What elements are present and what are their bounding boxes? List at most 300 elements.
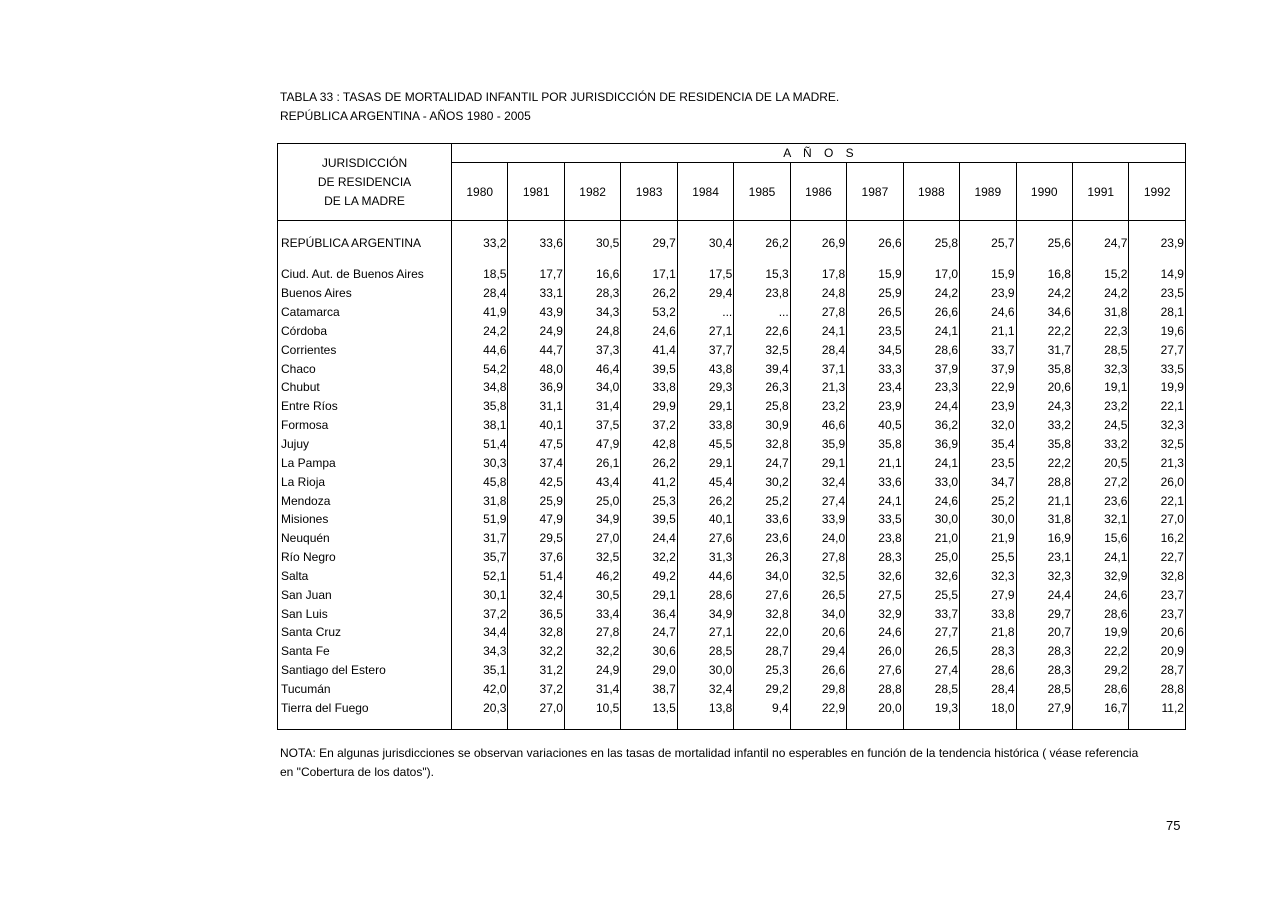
rate-cell: 48,0 xyxy=(508,359,564,378)
rate-cell: 25,5 xyxy=(960,548,1016,567)
rate-cell: 22,1 xyxy=(1129,491,1186,510)
rate-cell: 27,8 xyxy=(790,548,846,567)
table-body xyxy=(278,221,1186,730)
rate-cell: 15,9 xyxy=(847,265,903,284)
rate-cell: 29,8 xyxy=(790,680,846,699)
rate-cell: 24,4 xyxy=(621,529,677,548)
rate-cell: 26,0 xyxy=(847,642,903,661)
rate-cell: 32,8 xyxy=(508,623,564,642)
rate-cell: 22,9 xyxy=(790,698,846,717)
rate-cell: 24,2 xyxy=(903,284,959,303)
rate-cell: 31,8 xyxy=(1072,303,1128,322)
rate-cell: ... xyxy=(734,303,790,322)
rate-cell: 23,9 xyxy=(960,397,1016,416)
rate-cell: 37,5 xyxy=(564,416,620,435)
rate-cell: 27,2 xyxy=(1072,472,1128,491)
rate-cell: 34,3 xyxy=(452,642,508,661)
rate-cell: 28,6 xyxy=(903,340,959,359)
total-value-cell: 25,8 xyxy=(903,233,959,253)
rate-cell: 16,7 xyxy=(1072,698,1128,717)
rate-cell: 26,3 xyxy=(734,378,790,397)
table-row xyxy=(278,397,1186,416)
rate-cell: 28,7 xyxy=(1129,661,1186,680)
rate-cell: 37,2 xyxy=(508,680,564,699)
rate-cell: 27,8 xyxy=(564,623,620,642)
rate-cell: 32,2 xyxy=(508,642,564,661)
rate-cell: 17,5 xyxy=(677,265,733,284)
jurisdiction-name: Misiones xyxy=(278,510,452,529)
table-row xyxy=(278,491,1186,510)
rate-cell: 42,5 xyxy=(508,472,564,491)
rate-cell: 28,7 xyxy=(734,642,790,661)
rate-cell: 29,1 xyxy=(677,397,733,416)
rate-cell: 33,1 xyxy=(508,284,564,303)
rate-cell: 37,6 xyxy=(508,548,564,567)
rate-cell: 33,8 xyxy=(677,416,733,435)
rate-cell: 32,5 xyxy=(564,548,620,567)
rate-cell: 32,8 xyxy=(734,604,790,623)
rate-cell: 47,5 xyxy=(508,435,564,454)
rate-cell: 25,5 xyxy=(903,585,959,604)
table-row xyxy=(278,604,1186,623)
rate-cell: 32,0 xyxy=(960,416,1016,435)
table-row xyxy=(278,322,1186,341)
rate-cell: 46,2 xyxy=(564,567,620,586)
rate-cell: 44,6 xyxy=(452,340,508,359)
jurisdiction-name: Catamarca xyxy=(278,303,452,322)
table-row xyxy=(278,510,1186,529)
table-row xyxy=(278,698,1186,717)
rate-cell: 32,9 xyxy=(1072,567,1128,586)
rate-cell: 36,9 xyxy=(903,435,959,454)
rate-cell: 22,7 xyxy=(1129,548,1186,567)
rate-cell: 25,2 xyxy=(960,491,1016,510)
rate-cell: 26,5 xyxy=(790,585,846,604)
rate-cell: 42,8 xyxy=(621,435,677,454)
rate-cell: 24,2 xyxy=(1072,284,1128,303)
rate-cell: 33,4 xyxy=(564,604,620,623)
rate-cell: 33,5 xyxy=(847,510,903,529)
total-value-cell: 33,2 xyxy=(452,233,508,253)
rate-cell: 19,9 xyxy=(1129,378,1186,397)
rate-cell: 32,4 xyxy=(790,472,846,491)
rate-cell: 16,8 xyxy=(1016,265,1072,284)
jurisdiction-name: Tierra del Fuego xyxy=(278,698,452,717)
rate-cell: 20,5 xyxy=(1072,453,1128,472)
table-row xyxy=(278,435,1186,454)
rate-cell: 24,4 xyxy=(903,397,959,416)
years-group-header xyxy=(452,144,1186,163)
rate-cell: 47,9 xyxy=(508,510,564,529)
rate-cell: 32,8 xyxy=(734,435,790,454)
table-row xyxy=(278,303,1186,322)
table-row xyxy=(278,623,1186,642)
rate-cell: 11,2 xyxy=(1129,698,1186,717)
rate-cell: 27,4 xyxy=(903,661,959,680)
rate-cell: 28,8 xyxy=(847,680,903,699)
rate-cell: 33,7 xyxy=(960,340,1016,359)
rate-cell: 34,3 xyxy=(564,303,620,322)
rate-cell: 17,1 xyxy=(621,265,677,284)
rate-cell: 22,1 xyxy=(1129,397,1186,416)
rate-cell: 24,1 xyxy=(903,322,959,341)
jurisdiction-name: Mendoza xyxy=(278,491,452,510)
rate-cell: 43,9 xyxy=(508,303,564,322)
rate-cell: 53,2 xyxy=(621,303,677,322)
rate-cell: 29,4 xyxy=(677,284,733,303)
rate-cell: 28,4 xyxy=(452,284,508,303)
rate-cell: 26,2 xyxy=(621,284,677,303)
rate-cell: 24,2 xyxy=(452,322,508,341)
rate-cell: 30,1 xyxy=(452,585,508,604)
rate-cell: 28,5 xyxy=(677,642,733,661)
rate-cell: 25,8 xyxy=(734,397,790,416)
note-line-2: en "Cobertura de los datos"). xyxy=(280,765,434,779)
rate-cell: 28,5 xyxy=(903,680,959,699)
table-row xyxy=(278,642,1186,661)
rate-cell: 33,6 xyxy=(734,510,790,529)
rate-cell: 37,2 xyxy=(452,604,508,623)
jurisdiction-name: Santa Cruz xyxy=(278,623,452,642)
rate-cell: 23,2 xyxy=(1072,397,1128,416)
jurisdiction-name: Buenos Aires xyxy=(278,284,452,303)
rate-cell: 19,6 xyxy=(1129,322,1186,341)
rate-cell: 28,8 xyxy=(1016,472,1072,491)
rate-cell: 45,5 xyxy=(677,435,733,454)
total-value-cell: 30,4 xyxy=(677,233,733,253)
table-row xyxy=(278,265,1186,284)
rate-cell: 22,2 xyxy=(1016,453,1072,472)
rate-cell: 34,5 xyxy=(847,340,903,359)
rate-cell: 28,3 xyxy=(847,548,903,567)
rate-cell: 34,7 xyxy=(960,472,1016,491)
rate-cell: 22,2 xyxy=(1072,642,1128,661)
rate-cell: 25,9 xyxy=(847,284,903,303)
rate-cell: 26,2 xyxy=(621,453,677,472)
year-header-cell: 1992 xyxy=(1129,163,1186,221)
rate-cell: 45,8 xyxy=(452,472,508,491)
rate-cell: 24,6 xyxy=(960,303,1016,322)
table-row xyxy=(278,661,1186,680)
rate-cell: 27,5 xyxy=(847,585,903,604)
rate-cell: 28,6 xyxy=(960,661,1016,680)
rate-cell: 28,6 xyxy=(1072,680,1128,699)
rate-cell: 21,3 xyxy=(790,378,846,397)
rate-cell: 29,2 xyxy=(734,680,790,699)
total-value-cell: 33,6 xyxy=(508,233,564,253)
rate-cell: 44,6 xyxy=(677,567,733,586)
rate-cell: 37,9 xyxy=(903,359,959,378)
jurisdiction-name: Jujuy xyxy=(278,435,452,454)
jurisdiction-name: Neuquén xyxy=(278,529,452,548)
jurisdiction-name: San Juan xyxy=(278,585,452,604)
rate-cell: 38,7 xyxy=(621,680,677,699)
rate-cell: 24,1 xyxy=(903,453,959,472)
rate-cell: ... xyxy=(677,303,733,322)
jurisdiction-name: Tucumán xyxy=(278,680,452,699)
rate-cell: 18,0 xyxy=(960,698,1016,717)
rate-cell: 27,8 xyxy=(790,303,846,322)
rate-cell: 42,0 xyxy=(452,680,508,699)
rate-cell: 34,0 xyxy=(734,567,790,586)
rate-cell: 40,5 xyxy=(847,416,903,435)
rate-cell: 24,8 xyxy=(790,284,846,303)
jurisdiction-name: Entre Ríos xyxy=(278,397,452,416)
table-row xyxy=(278,416,1186,435)
year-header-cell: 1989 xyxy=(960,163,1016,221)
rate-cell: 32,5 xyxy=(734,340,790,359)
rate-cell: 30,9 xyxy=(734,416,790,435)
rate-cell: 22,6 xyxy=(734,322,790,341)
rate-cell: 30,0 xyxy=(960,510,1016,529)
rate-cell: 34,0 xyxy=(564,378,620,397)
table-row xyxy=(278,529,1186,548)
rate-cell: 26,5 xyxy=(847,303,903,322)
rate-cell: 33,5 xyxy=(1129,359,1186,378)
jurisdiction-name: Santa Fe xyxy=(278,642,452,661)
rate-cell: 46,4 xyxy=(564,359,620,378)
rate-cell: 24,0 xyxy=(790,529,846,548)
rate-cell: 20,9 xyxy=(1129,642,1186,661)
rate-cell: 23,5 xyxy=(960,453,1016,472)
rate-cell: 24,4 xyxy=(1016,585,1072,604)
rate-cell: 44,7 xyxy=(508,340,564,359)
rate-cell: 33,3 xyxy=(847,359,903,378)
rate-cell: 24,1 xyxy=(790,322,846,341)
table-row xyxy=(278,284,1186,303)
jurisdiction-header xyxy=(278,144,452,221)
rate-cell: 26,0 xyxy=(1129,472,1186,491)
rate-cell: 24,1 xyxy=(1072,548,1128,567)
jurisdiction-name: Formosa xyxy=(278,416,452,435)
rate-cell: 28,6 xyxy=(1072,604,1128,623)
rate-cell: 33,7 xyxy=(903,604,959,623)
rate-cell: 36,4 xyxy=(621,604,677,623)
rate-cell: 36,5 xyxy=(508,604,564,623)
jurisdiction-name: Salta xyxy=(278,567,452,586)
rate-cell: 23,4 xyxy=(847,378,903,397)
rate-cell: 16,6 xyxy=(564,265,620,284)
jurisdiction-name: Santiago del Estero xyxy=(278,661,452,680)
rate-cell: 31,4 xyxy=(564,397,620,416)
rate-cell: 31,7 xyxy=(452,529,508,548)
rate-cell: 23,3 xyxy=(903,378,959,397)
rate-cell: 30,0 xyxy=(677,661,733,680)
rate-cell: 33,9 xyxy=(790,510,846,529)
rate-cell: 23,1 xyxy=(1016,548,1072,567)
table-subtitle: REPÚBLICA ARGENTINA - AÑOS 1980 - 2005 xyxy=(280,109,531,123)
rate-cell: 28,5 xyxy=(1016,680,1072,699)
rate-cell: 41,2 xyxy=(621,472,677,491)
rate-cell: 49,2 xyxy=(621,567,677,586)
rate-cell: 25,9 xyxy=(508,491,564,510)
rate-cell: 33,6 xyxy=(847,472,903,491)
rate-cell: 27,0 xyxy=(508,698,564,717)
table-row xyxy=(278,378,1186,397)
rate-cell: 27,6 xyxy=(677,529,733,548)
rate-cell: 23,8 xyxy=(734,284,790,303)
rate-cell: 32,4 xyxy=(508,585,564,604)
rate-cell: 36,2 xyxy=(903,416,959,435)
rate-cell: 29,5 xyxy=(508,529,564,548)
rate-cell: 37,9 xyxy=(960,359,1016,378)
rate-cell: 37,2 xyxy=(621,416,677,435)
rate-cell: 22,3 xyxy=(1072,322,1128,341)
rate-cell: 25,3 xyxy=(621,491,677,510)
rate-cell: 23,9 xyxy=(960,284,1016,303)
years-group-label: A Ñ O S xyxy=(783,146,854,160)
rate-cell: 33,2 xyxy=(1072,435,1128,454)
rate-cell: 35,8 xyxy=(452,397,508,416)
rate-cell: 22,0 xyxy=(734,623,790,642)
year-header-cell: 1987 xyxy=(847,163,903,221)
rate-cell: 27,7 xyxy=(903,623,959,642)
rate-cell: 36,9 xyxy=(508,378,564,397)
rate-cell: 26,5 xyxy=(903,642,959,661)
rate-cell: 38,1 xyxy=(452,416,508,435)
rate-cell: 32,6 xyxy=(903,567,959,586)
rate-cell: 23,7 xyxy=(1129,604,1186,623)
rate-cell: 24,2 xyxy=(1016,284,1072,303)
rate-cell: 40,1 xyxy=(677,510,733,529)
jurisdiction-name: Córdoba xyxy=(278,322,452,341)
rate-cell: 15,9 xyxy=(960,265,1016,284)
rate-cell: 40,1 xyxy=(508,416,564,435)
total-value-cell: 29,7 xyxy=(621,233,677,253)
rate-cell: 33,2 xyxy=(1016,416,1072,435)
rate-cell: 39,4 xyxy=(734,359,790,378)
rate-cell: 32,9 xyxy=(847,604,903,623)
rate-cell: 27,1 xyxy=(677,322,733,341)
rate-cell: 31,8 xyxy=(1016,510,1072,529)
rate-cell: 32,5 xyxy=(1129,435,1186,454)
jurisdiction-header-line-2: DE RESIDENCIA xyxy=(317,174,412,189)
rate-cell: 24,6 xyxy=(1072,585,1128,604)
rate-cell: 46,6 xyxy=(790,416,846,435)
rate-cell: 35,9 xyxy=(790,435,846,454)
rate-cell: 30,0 xyxy=(903,510,959,529)
rate-cell: 31,4 xyxy=(564,680,620,699)
total-value-cell: 25,6 xyxy=(1016,233,1072,253)
rate-cell: 32,5 xyxy=(790,567,846,586)
rate-cell: 15,3 xyxy=(734,265,790,284)
year-header-cell: 1981 xyxy=(508,163,564,221)
rate-cell: 35,7 xyxy=(452,548,508,567)
rate-cell: 47,9 xyxy=(564,435,620,454)
year-header-cell: 1988 xyxy=(903,163,959,221)
rate-cell: 21,8 xyxy=(960,623,1016,642)
rate-cell: 31,8 xyxy=(452,491,508,510)
rate-cell: 54,2 xyxy=(452,359,508,378)
page-number: 75 xyxy=(1166,818,1181,833)
total-value-cell: 24,7 xyxy=(1072,233,1128,253)
rate-cell: 28,3 xyxy=(564,284,620,303)
rate-cell: 52,1 xyxy=(452,567,508,586)
rate-cell: 25,0 xyxy=(564,491,620,510)
rate-cell: 22,9 xyxy=(960,378,1016,397)
rate-cell: 37,3 xyxy=(564,340,620,359)
rate-cell: 17,0 xyxy=(903,265,959,284)
rate-cell: 20,0 xyxy=(847,698,903,717)
table-row xyxy=(278,453,1186,472)
rate-cell: 25,2 xyxy=(734,491,790,510)
rate-cell: 29,1 xyxy=(621,585,677,604)
jurisdiction-header-line-3: DE LA MADRE xyxy=(324,193,405,208)
rate-cell: 32,3 xyxy=(1129,416,1186,435)
total-value-cell: 26,6 xyxy=(847,233,903,253)
rate-cell: 9,4 xyxy=(734,698,790,717)
table-row xyxy=(278,472,1186,491)
jurisdiction-header-line-1: JURISDICCIÓN xyxy=(321,155,408,170)
year-header-cell: 1991 xyxy=(1072,163,1128,221)
rate-cell: 26,1 xyxy=(564,453,620,472)
mortality-table xyxy=(277,143,1186,730)
rate-cell: 31,7 xyxy=(1016,340,1072,359)
rate-cell: 19,1 xyxy=(1072,378,1128,397)
rate-cell: 41,9 xyxy=(452,303,508,322)
rate-cell: 33,8 xyxy=(960,604,1016,623)
rate-cell: 13,8 xyxy=(677,698,733,717)
rate-cell: 27,1 xyxy=(677,623,733,642)
total-value-cell: 23,9 xyxy=(1129,233,1186,253)
rate-cell: 17,8 xyxy=(790,265,846,284)
rate-cell: 23,9 xyxy=(847,397,903,416)
rate-cell: 15,6 xyxy=(1072,529,1128,548)
year-header-cell: 1980 xyxy=(452,163,508,221)
table-title: TABLA 33 : TASAS DE MORTALIDAD INFANTIL POR JURISDICCIÓN DE RESIDENCIA DE LA MADRE. xyxy=(280,90,840,104)
rate-cell: 32,3 xyxy=(960,567,1016,586)
rate-cell: 21,3 xyxy=(1129,453,1186,472)
rate-cell: 24,8 xyxy=(564,322,620,341)
rate-cell: 16,9 xyxy=(1016,529,1072,548)
rate-cell: 21,9 xyxy=(960,529,1016,548)
rate-cell: 28,3 xyxy=(1016,661,1072,680)
rate-cell: 28,5 xyxy=(1072,340,1128,359)
rate-cell: 32,3 xyxy=(1016,567,1072,586)
jurisdiction-name: La Rioja xyxy=(278,472,452,491)
rate-cell: 34,6 xyxy=(1016,303,1072,322)
rate-cell: 24,3 xyxy=(1016,397,1072,416)
rate-cell: 24,6 xyxy=(903,491,959,510)
rate-cell: 31,3 xyxy=(677,548,733,567)
rate-cell: 29,4 xyxy=(790,642,846,661)
jurisdiction-name: Corrientes xyxy=(278,340,452,359)
rate-cell: 29,9 xyxy=(621,397,677,416)
rate-cell: 26,6 xyxy=(790,661,846,680)
total-value-cell: 25,7 xyxy=(960,233,1016,253)
rate-cell: 32,2 xyxy=(564,642,620,661)
rate-cell: 33,8 xyxy=(621,378,677,397)
rate-cell: 18,5 xyxy=(452,265,508,284)
rate-cell: 32,8 xyxy=(1129,567,1186,586)
jurisdiction-name: La Pampa xyxy=(278,453,452,472)
rate-cell: 23,7 xyxy=(1129,585,1186,604)
rate-cell: 28,6 xyxy=(677,585,733,604)
rate-cell: 24,6 xyxy=(621,322,677,341)
jurisdiction-name: Chubut xyxy=(278,378,452,397)
rate-cell: 34,0 xyxy=(790,604,846,623)
rate-cell: 17,7 xyxy=(508,265,564,284)
rate-cell: 32,6 xyxy=(847,567,903,586)
total-value-cell: 26,2 xyxy=(734,233,790,253)
rate-cell: 32,4 xyxy=(677,680,733,699)
rate-cell: 24,9 xyxy=(564,661,620,680)
rate-cell: 25,3 xyxy=(734,661,790,680)
rate-cell: 35,8 xyxy=(1016,435,1072,454)
rate-cell: 31,2 xyxy=(508,661,564,680)
rate-cell: 23,8 xyxy=(847,529,903,548)
total-value-cell: 26,9 xyxy=(790,233,846,253)
